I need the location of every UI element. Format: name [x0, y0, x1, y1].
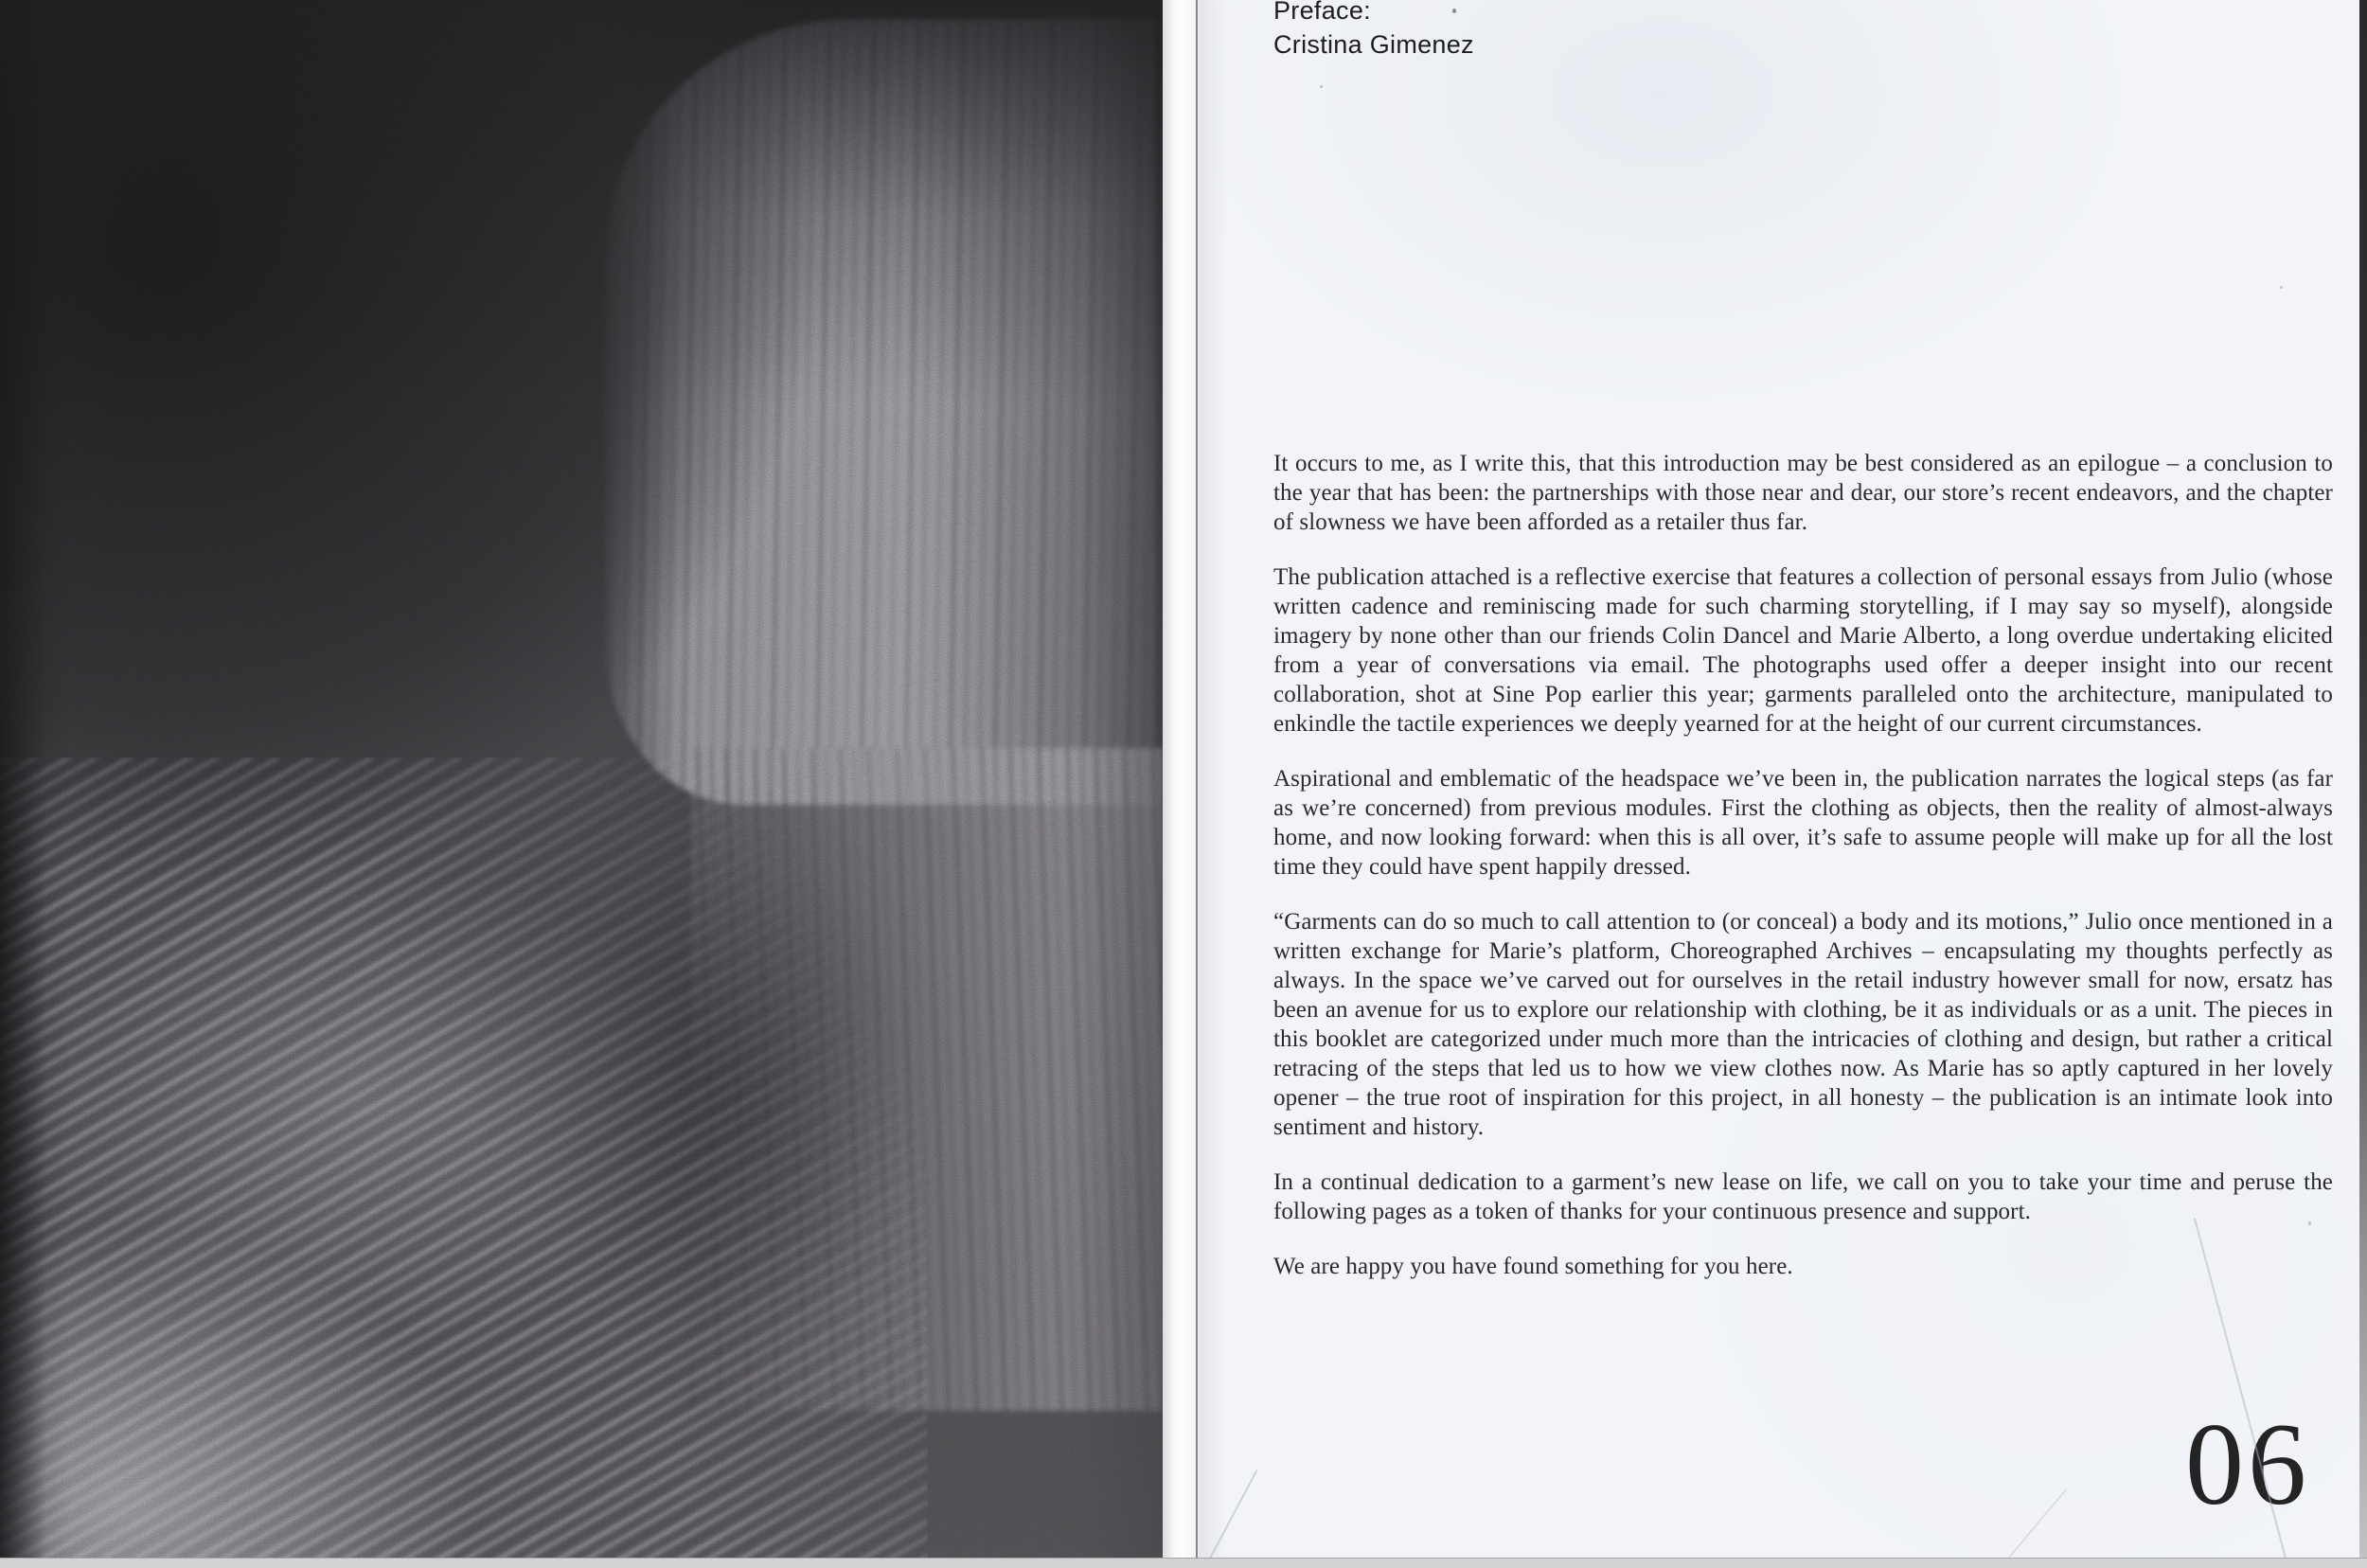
dust-speck [1320, 85, 1323, 88]
paper-crease [1199, 1470, 1257, 1558]
preface-body [1273, 449, 2333, 1307]
body-paragraph: Aspirational and emblematic of the headspace we’ve been in, the publication narrates the logical steps (as far as we’re concerned) from previous modules. First the clothing as objects, then the reality of almost-always home, and now looking forward: when this is all over, it’s safe to assume people will make up for all the lost time they could have spent happily dressed. [1273, 766, 2333, 880]
preface-label: Preface: [1273, 0, 1371, 25]
body-paragraph: We are happy you have found something for you here. [1273, 1254, 1793, 1279]
halftone-grain-overlay [0, 0, 1163, 1558]
scanner-bed-strip [0, 1558, 2367, 1568]
paper-crease [1999, 1488, 2067, 1558]
dust-speck [1452, 9, 1456, 13]
right-page [1199, 0, 2359, 1558]
preface-author: Cristina Gimenez [1273, 30, 1474, 59]
page-gutter [1163, 0, 1199, 1558]
body-paragraph: “Garments can do so much to call attention to (or conceal) a body and its motions,” Julio once mentioned in a written exchange for Marie’s platform, Choreographed Archives – encapsulating my thoughts perfectly as always. In the space we’ve carved out for ourselves in the retail industry however small for now, ersatz has been an avenue for us to explore our relationship with clothing, be it as individuals or as a unit. The pieces in this booklet are categorized under much more than the intricacies of clothing and design, but rather a critical retracing of the steps that led us to how we view clothes now. As Marie has so aptly captured in her lovely opener – the true root of inspiration for this project, in all honesty – the publication is an intimate look into sentiment and history. [1273, 909, 2333, 1140]
dust-speck [2308, 1221, 2311, 1225]
preface-header [1273, 0, 1474, 62]
body-paragraph: In a continual dedication to a garment’s new lease on life, we call on you to take your time and peruse the following pages as a token of thanks for your continuous presence and support. [1273, 1169, 2333, 1224]
dust-speck [2280, 286, 2283, 289]
left-page-photo [0, 0, 1163, 1558]
gutter-fold-line [1196, 0, 1198, 1558]
page-number: 06 [2185, 1399, 2310, 1529]
scan-right-edge [2359, 0, 2367, 1558]
body-paragraph: The publication attached is a reflective exercise that features a collection of personal essays from Julio (whose written cadence and reminiscing made for such charming storytelling, if I may say so myself), alongside imagery by none other than our friends Colin Dancel and Marie Alberto, a long overdue undertaking elicited from a year of conversations via email. The photographs used offer a deeper insight into our recent collaboration, shot at Sine Pop earlier this year; garments paralleled onto the architecture, manipulated to enkindle the tactile experiences we deeply yearned for at the height of our current circumstances. [1273, 564, 2333, 737]
body-paragraph: It occurs to me, as I write this, that this introduction may be best considered as an epilogue – a conclusion to the year that has been: the partnerships with those near and dear, our store’s recent endeavors, and the chapter of slowness we have been afforded as a retailer thus far. [1273, 451, 2333, 535]
